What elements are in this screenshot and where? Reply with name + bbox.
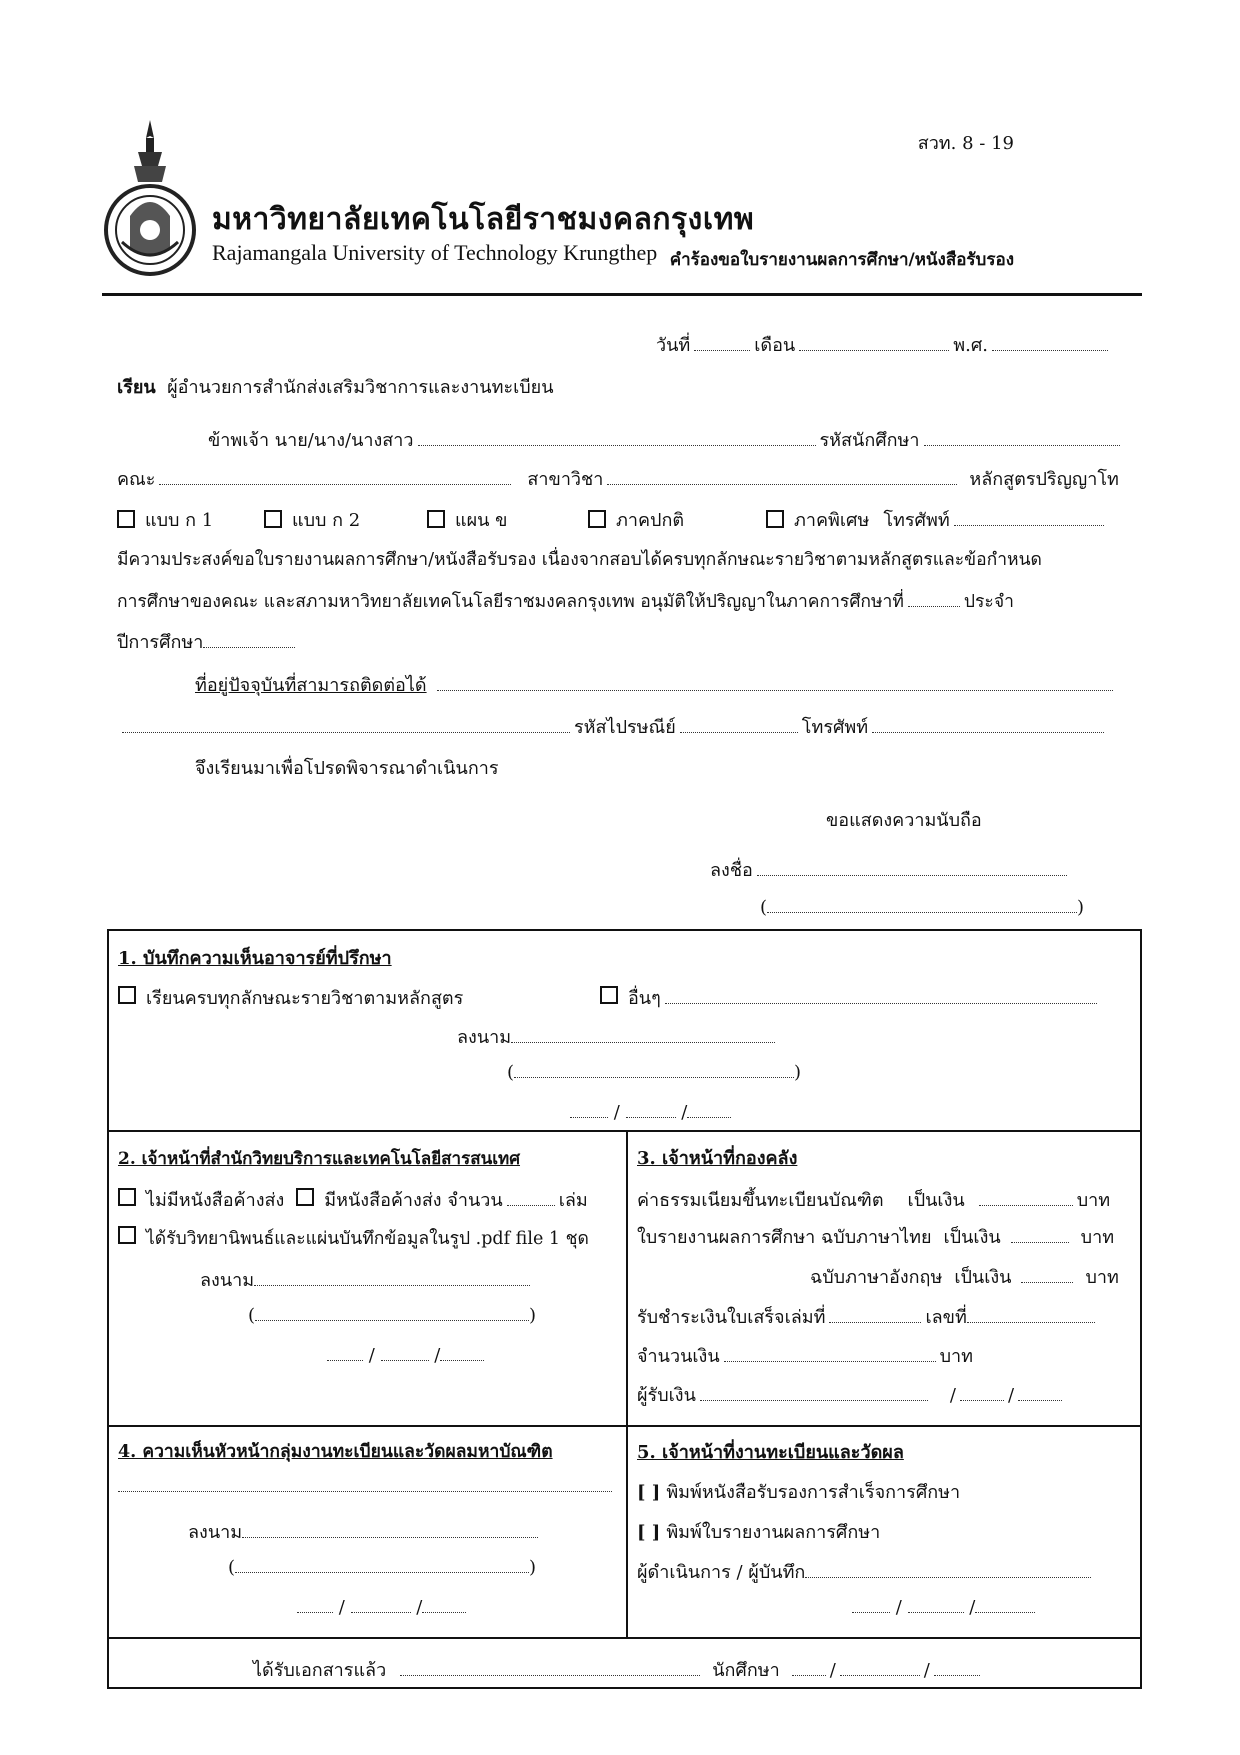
request-text-line2a: การศึกษาของคณะ และสภามหาวิทยาลัยเทคโนโลยีราชมงคลกรุงเทพ อนุมัติให้ปริญญาในภาคการศึกษาที่ <box>117 592 904 612</box>
faculty-field[interactable] <box>159 470 511 485</box>
total-baht: บาท <box>939 1346 974 1367</box>
receipt-row <box>637 1302 1099 1331</box>
signature-row <box>710 855 1071 884</box>
faculty-label: คณะ <box>117 469 156 490</box>
name-field[interactable] <box>418 431 816 446</box>
date-year-field[interactable] <box>1018 1386 1062 1401</box>
section4-date: / / <box>297 1597 466 1618</box>
section2-name-field[interactable] <box>255 1306 529 1321</box>
postal-label: รหัสไปรษณีย์ <box>574 717 676 738</box>
report-label: ใบรายงานผลการศึกษา ฉบับภาษาไทย <box>637 1227 932 1248</box>
phone-field[interactable] <box>954 511 1104 526</box>
section2-date: / / <box>327 1345 484 1366</box>
date-month-field[interactable] <box>960 1386 1004 1401</box>
date-year-field[interactable] <box>934 1661 980 1676</box>
form-code: สวท. 8 - 19 <box>917 133 1014 154</box>
section1-name-field[interactable] <box>514 1063 794 1078</box>
no-overdue-label: ไม่มีหนังสือค้างส่ง <box>146 1190 285 1211</box>
section2-printed-name: ( ) <box>248 1305 537 1326</box>
date-day-field[interactable] <box>792 1661 826 1676</box>
semester-field[interactable] <box>908 592 960 607</box>
signature-field[interactable] <box>757 861 1067 876</box>
date-month-field[interactable] <box>908 1598 964 1613</box>
date-month-field[interactable] <box>840 1661 920 1676</box>
english-amount-field[interactable] <box>1021 1268 1073 1283</box>
checkbox[interactable] <box>118 1188 136 1206</box>
print-certificate-row[interactable] <box>637 1477 960 1506</box>
address-field[interactable] <box>437 676 1113 691</box>
date-month-field[interactable] <box>381 1346 429 1361</box>
print-report-row[interactable] <box>637 1517 880 1546</box>
address-phone-label: โทรศัพท์ <box>801 717 869 738</box>
closing-request: จึงเรียนมาเพื่อโปรดพิจารณาดำเนินการ <box>195 758 499 779</box>
date-line <box>656 330 1112 359</box>
print-certificate-label: พิมพ์หนังสือรับรองการสำเร็จการศึกษา <box>666 1482 961 1503</box>
section2-title: 2. เจ้าหน้าที่สำนักวิทยบริการและเทคโนโลยีสารสนเทศ <box>118 1149 521 1169</box>
fee-baht: บาท <box>1076 1190 1111 1211</box>
university-name-english: Rajamangala University of Technology Krungthep <box>212 240 658 265</box>
section1-option-complete-label: เรียนครบทุกลักษณะรายวิชาตามหลักสูตร <box>146 988 464 1009</box>
section2-sign-row <box>200 1265 534 1294</box>
divider <box>107 1130 1142 1132</box>
checkbox[interactable] <box>118 1226 136 1244</box>
checkbox[interactable] <box>427 510 445 528</box>
section4-name-field[interactable] <box>235 1558 529 1573</box>
option-a2-label: แบบ ก 2 <box>292 510 361 531</box>
print-report-label: พิมพ์ใบรายงานผลการศึกษา <box>666 1522 881 1543</box>
checkbox[interactable] <box>600 986 618 1004</box>
option-a2[interactable] <box>264 505 427 534</box>
section2-received-row <box>118 1224 589 1252</box>
date-year-field[interactable] <box>440 1346 484 1361</box>
received-docs-field[interactable] <box>400 1661 700 1676</box>
month-label: เดือน <box>754 335 796 356</box>
month-field[interactable] <box>799 336 949 351</box>
english-baht: บาท <box>1085 1267 1119 1288</box>
section2-sign-label: ลงนาม <box>200 1270 255 1291</box>
address-label: ที่อยู่ปัจจุบันที่สามารถติดต่อได้ <box>195 675 427 696</box>
fee-label: ค่าธรรมเนียมขึ้นทะเบียนบัณฑิต <box>637 1190 884 1211</box>
receipt-no-field[interactable] <box>967 1308 1095 1323</box>
has-overdue-label: มีหนังสือค้างส่ง จำนวน <box>324 1190 503 1211</box>
checkbox[interactable] <box>264 510 282 528</box>
operator-label: ผู้ดำเนินการ / ผู้บันทึก <box>637 1562 806 1583</box>
section1-sign-row <box>457 1022 779 1051</box>
section4-sign-field[interactable] <box>242 1523 538 1538</box>
section1-printed-name: ( ) <box>507 1062 802 1083</box>
checkbox[interactable] <box>588 510 606 528</box>
date-month-field[interactable] <box>626 1103 676 1118</box>
option-special-label: ภาคพิเศษ <box>794 510 870 531</box>
section1-option-complete[interactable] <box>118 983 463 1012</box>
plan-options-row <box>117 505 1108 534</box>
salutation <box>117 372 554 401</box>
bracket-checkbox[interactable]: [ ] <box>637 1482 661 1503</box>
section1-option-other[interactable] <box>600 983 1101 1012</box>
phone-label: โทรศัพท์ <box>883 510 950 531</box>
option-regular-label: ภาคปกติ <box>616 510 685 531</box>
date-day-field[interactable] <box>852 1598 890 1613</box>
option-plan-b-label: แผน ข <box>455 510 508 531</box>
overdue-unit: เล่ม <box>558 1190 588 1211</box>
university-seal-logo <box>100 118 200 278</box>
date-day-field[interactable] <box>570 1103 608 1118</box>
section1-option-other-label: อื่นๆ <box>628 988 661 1009</box>
operator-field[interactable] <box>805 1563 1091 1578</box>
received-docs-label: ได้รับเอกสารแล้ว <box>253 1660 387 1681</box>
applicant-name-row <box>208 425 1124 454</box>
date-day-field[interactable] <box>327 1346 363 1361</box>
header-divider <box>102 293 1142 296</box>
divider <box>107 1425 1142 1427</box>
day-label: วันที่ <box>656 335 691 356</box>
english-fee-row <box>810 1262 1119 1291</box>
section2-sign-field[interactable] <box>254 1271 530 1286</box>
section2-overdue-row <box>118 1185 588 1214</box>
document-title: คำร้องขอใบรายงานผลการศึกษา/หนังสือรับรอง <box>669 250 1014 270</box>
date-year-field[interactable] <box>422 1598 466 1613</box>
date-year-field[interactable] <box>687 1103 731 1118</box>
section4-sign-row <box>188 1517 542 1546</box>
address-field-2[interactable] <box>122 718 570 733</box>
salutation-label: เรียน <box>117 377 156 398</box>
total-label: จำนวนเงิน <box>637 1346 720 1367</box>
checkbox[interactable] <box>296 1188 314 1206</box>
checkbox[interactable] <box>118 986 136 1004</box>
address-phone-field[interactable] <box>872 718 1104 733</box>
date-day-field[interactable] <box>297 1598 333 1613</box>
option-special[interactable] <box>766 505 869 534</box>
student-label: นักศึกษา <box>712 1660 780 1681</box>
total-field[interactable] <box>724 1347 936 1362</box>
academic-year-field[interactable] <box>203 633 295 648</box>
fee-amount-field[interactable] <box>979 1191 1073 1206</box>
name-label: ข้าพเจ้า นาย/นาง/นางสาว <box>208 430 414 451</box>
printed-name-row: ( ) <box>760 897 1085 918</box>
report-amount-label: เป็นเงิน <box>943 1227 1001 1248</box>
section1-sign-field[interactable] <box>511 1028 775 1043</box>
closing-regards: ขอแสดงความนับถือ <box>826 810 982 831</box>
received-label: ได้รับวิทยานิพนธ์และแผ่นบันทึกข้อมูลในรูป .pdf file 1 ชุด <box>146 1229 589 1249</box>
year-label: พ.ศ. <box>953 335 988 356</box>
salutation-recipient: ผู้อำนวยการสำนักส่งเสริมวิชาการและงานทะเบียน <box>167 377 554 398</box>
checkbox[interactable] <box>766 510 784 528</box>
request-text-line2b: ประจำ <box>963 592 1014 612</box>
section4-comment-field[interactable] <box>118 1477 612 1492</box>
divider <box>626 1130 628 1637</box>
checkbox[interactable] <box>117 510 135 528</box>
section5-title: 5. เจ้าหน้าที่งานทะเบียนและวัดผล <box>637 1442 904 1463</box>
receipt-book-label: รับชำระเงินใบเสร็จเล่มที่ <box>637 1307 826 1328</box>
date-month-field[interactable] <box>351 1598 411 1613</box>
date-year-field[interactable] <box>975 1598 1035 1613</box>
receiver-label: ผู้รับเงิน <box>637 1385 696 1406</box>
receipt-book-field[interactable] <box>829 1308 921 1323</box>
divider <box>107 1637 1142 1639</box>
section4-sign-label: ลงนาม <box>188 1522 243 1543</box>
major-label: สาขาวิชา <box>527 469 604 490</box>
major-field[interactable] <box>607 470 957 485</box>
request-text-line2 <box>117 587 1014 615</box>
student-id-label: รหัสนักศึกษา <box>819 430 920 451</box>
option-regular[interactable] <box>588 505 766 534</box>
university-name-thai: มหาวิทยาลัยเทคโนโลยีราชมงคลกรุงเทพ <box>212 202 755 237</box>
bracket-checkbox[interactable]: [ ] <box>637 1522 661 1543</box>
fee-amount-label: เป็นเงิน <box>907 1190 965 1211</box>
english-label: ฉบับภาษาอังกฤษ <box>810 1267 943 1288</box>
received-row: ได้รับเอกสารแล้ว นักศึกษา / / <box>253 1655 980 1684</box>
faculty-row <box>117 464 1119 493</box>
fee-row <box>637 1185 1110 1214</box>
english-amount-label: เป็นเงิน <box>954 1267 1012 1288</box>
section1-date: / / <box>570 1102 731 1123</box>
operator-row <box>637 1557 1095 1586</box>
section1-other-field[interactable] <box>665 989 1097 1004</box>
academic-year-row <box>117 627 299 656</box>
option-a1[interactable] <box>117 505 264 534</box>
student-id-field[interactable] <box>924 431 1120 446</box>
address-row-2 <box>122 712 1108 741</box>
receiver-field[interactable] <box>700 1386 928 1401</box>
report-baht: บาท <box>1080 1227 1115 1248</box>
option-a1-label: แบบ ก 1 <box>145 510 214 531</box>
academic-year-label: ปีการศึกษา <box>117 632 204 653</box>
option-plan-b[interactable] <box>427 505 588 534</box>
section4-comment-row <box>118 1477 616 1492</box>
year-field[interactable] <box>992 336 1108 351</box>
report-amount-field[interactable] <box>1011 1228 1069 1243</box>
printed-name-field[interactable] <box>767 898 1077 913</box>
section1-sign-label: ลงนาม <box>457 1027 512 1048</box>
day-field[interactable] <box>694 336 750 351</box>
overdue-count-field[interactable] <box>507 1191 555 1206</box>
report-fee-row <box>637 1222 1114 1251</box>
address-row <box>195 670 1117 699</box>
request-text-line1: มีความประสงค์ขอใบรายงานผลการศึกษา/หนังสือรับรอง เนื่องจากสอบได้ครบทุกลักษณะรายวิชาตามหลักสูตรและข้อกำหนด <box>117 550 1042 570</box>
receipt-no-label: เลขที่ <box>925 1307 967 1328</box>
section4-printed-name: ( ) <box>228 1557 537 1578</box>
program-label: หลักสูตรปริญญาโท <box>969 469 1119 490</box>
section4-title: 4. ความเห็นหัวหน้ากลุ่มงานทะเบียนและวัดผลมหาบัณฑิต <box>118 1442 553 1462</box>
postal-field[interactable] <box>680 718 798 733</box>
section1-title: 1. บันทึกความเห็นอาจารย์ที่ปรึกษา <box>118 948 392 969</box>
receiver-row: ผู้รับเงิน / / <box>637 1380 1062 1409</box>
signature-label: ลงชื่อ <box>710 860 753 881</box>
section5-date: / / <box>852 1597 1035 1618</box>
section3-title: 3. เจ้าหน้าที่กองคลัง <box>637 1148 798 1169</box>
total-row <box>637 1341 973 1370</box>
